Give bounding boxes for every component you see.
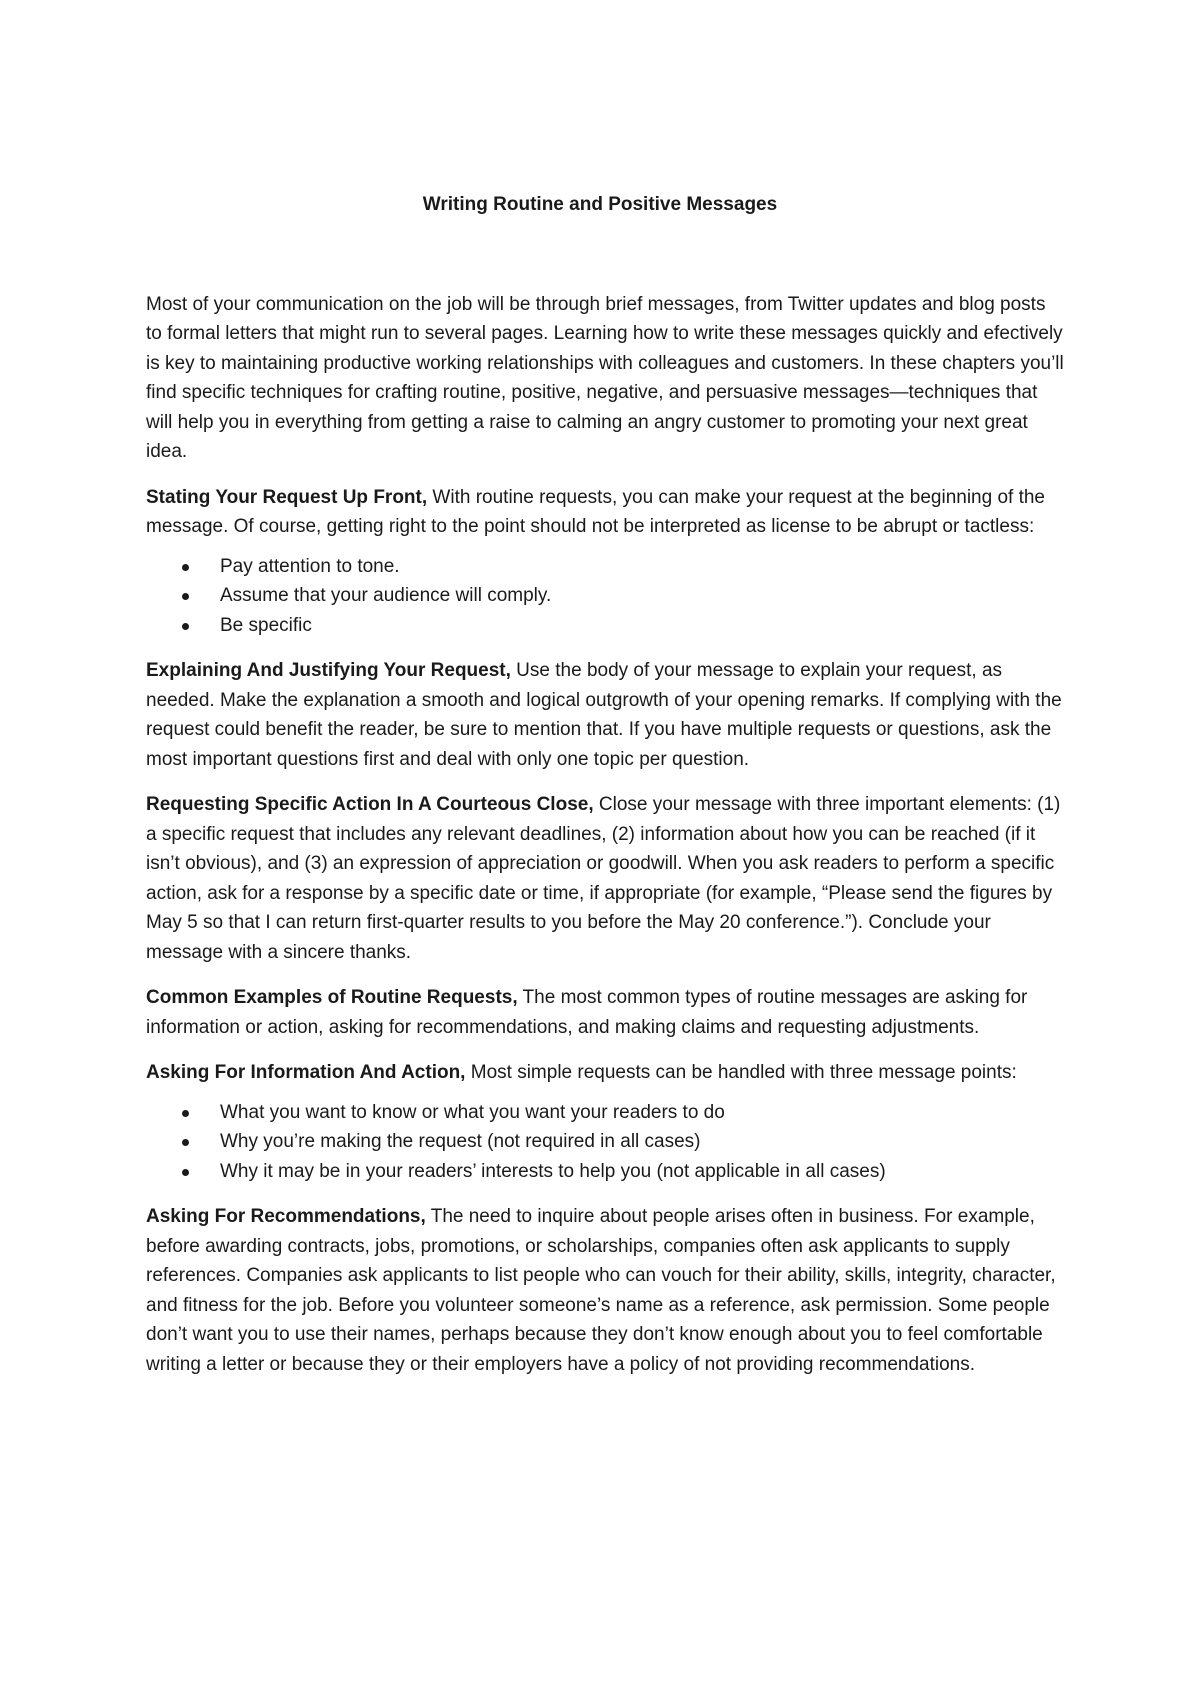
bullet-icon (182, 623, 189, 630)
section-common-examples (146, 983, 1066, 1042)
section-text: The most common types of routine messages are asking for information or action, asking for recommendations, and making claims and requesting adjustments. (146, 987, 1028, 1038)
list-item: Pay attention to tone. (146, 552, 1066, 582)
intro-paragraph: Most of your communication on the job will be through brief messages, from Twitter updates and blog posts to formal letters that might run to several pages. Learning how to write these messages quickly and efectively is key to maintaining productive working relationships with colleagues and customers. In these chapters you’ll find specific techniques for crafting routine, positive, negative, and persuasive messages—techniques that will help you in everything from getting a raise to calming an angry customer to promoting your next great idea. (146, 293, 1064, 462)
document-page (146, 190, 1066, 1395)
bullet-icon (182, 1169, 189, 1176)
bullet-icon (182, 564, 189, 571)
bullet-icon (182, 1110, 189, 1117)
section-text: With routine requests, you can make your request at the beginning of the message. Of course, getting right to the point should not be interpreted as license to be abrupt or tactless: (146, 486, 1046, 537)
section-explaining-request (146, 656, 1066, 774)
section-information-action (146, 1058, 1066, 1088)
section-text: Close your message with three important elements: (1) a specific request that includes any relevant deadlines, (2) information about how you can be reached (if it isn’t obvious), and (3) an expression of appreciation or goodwill. When you ask readers to perform a specific action, ask for a response by a specific date or time, if appropriate (for example, “Please send the figures by May 5 so that I can return first-quarter results to you before the May 20 conference.”). Conclude your message with a sincere thanks. (146, 794, 1061, 963)
section-text: Most simple requests can be handled with three message points: (465, 1062, 1017, 1083)
bullet-icon (182, 1139, 189, 1146)
section-text: Use the body of your message to explain your request, as needed. Make the explanation a smooth and logical outgrowth of your opening remarks. If complying with the request could benefit the reader, be sure to mention that. If you have multiple requests or questions, ask the most important questions first and deal with only one topic per question. (146, 660, 1062, 770)
section-heading: Stating Your Request Up Front, (146, 486, 428, 508)
section-recommendations (146, 1202, 1066, 1379)
list-item: Be specific (146, 611, 1066, 641)
list-item: Assume that your audience will comply. (146, 581, 1066, 611)
section-heading: Explaining And Justifying Your Request, (146, 660, 511, 681)
list-item: What you want to know or what you want your readers to do (146, 1098, 1066, 1128)
section-heading: Asking For Information And Action, (146, 1062, 466, 1083)
bullet-list (146, 552, 1066, 641)
section-stating-request (146, 483, 1066, 542)
section-text: The need to inquire about people arises often in business. For example, before awarding contracts, jobs, promotions, or scholarships, companies often ask applicants to supply references. Companies ask applicants to list people who can vouch for their ability, skills, integrity, character, and fitness for the job. Before you volunteer someone’s name as a reference, ask permission. Some people don’t want you to use their names, perhaps because they don’t know enough about you to feel comfortable writing a letter or because they or their employers have a policy of not providing recommendations. (146, 1206, 1056, 1375)
bullet-list (146, 1098, 1066, 1187)
section-specific-action (146, 790, 1066, 967)
section-heading: Requesting Specific Action In A Courteous Close, (146, 794, 594, 815)
bullet-icon (182, 593, 189, 600)
section-heading: Asking For Recommendations, (146, 1206, 426, 1227)
list-item: Why you’re making the request (not required in all cases) (146, 1127, 1066, 1157)
document-title: Writing Routine and Positive Messages (422, 194, 778, 215)
list-item: Why it may be in your readers’ interests to help you (not applicable in all cases) (146, 1157, 1066, 1187)
section-heading: Common Examples of Routine Requests, (146, 987, 518, 1008)
